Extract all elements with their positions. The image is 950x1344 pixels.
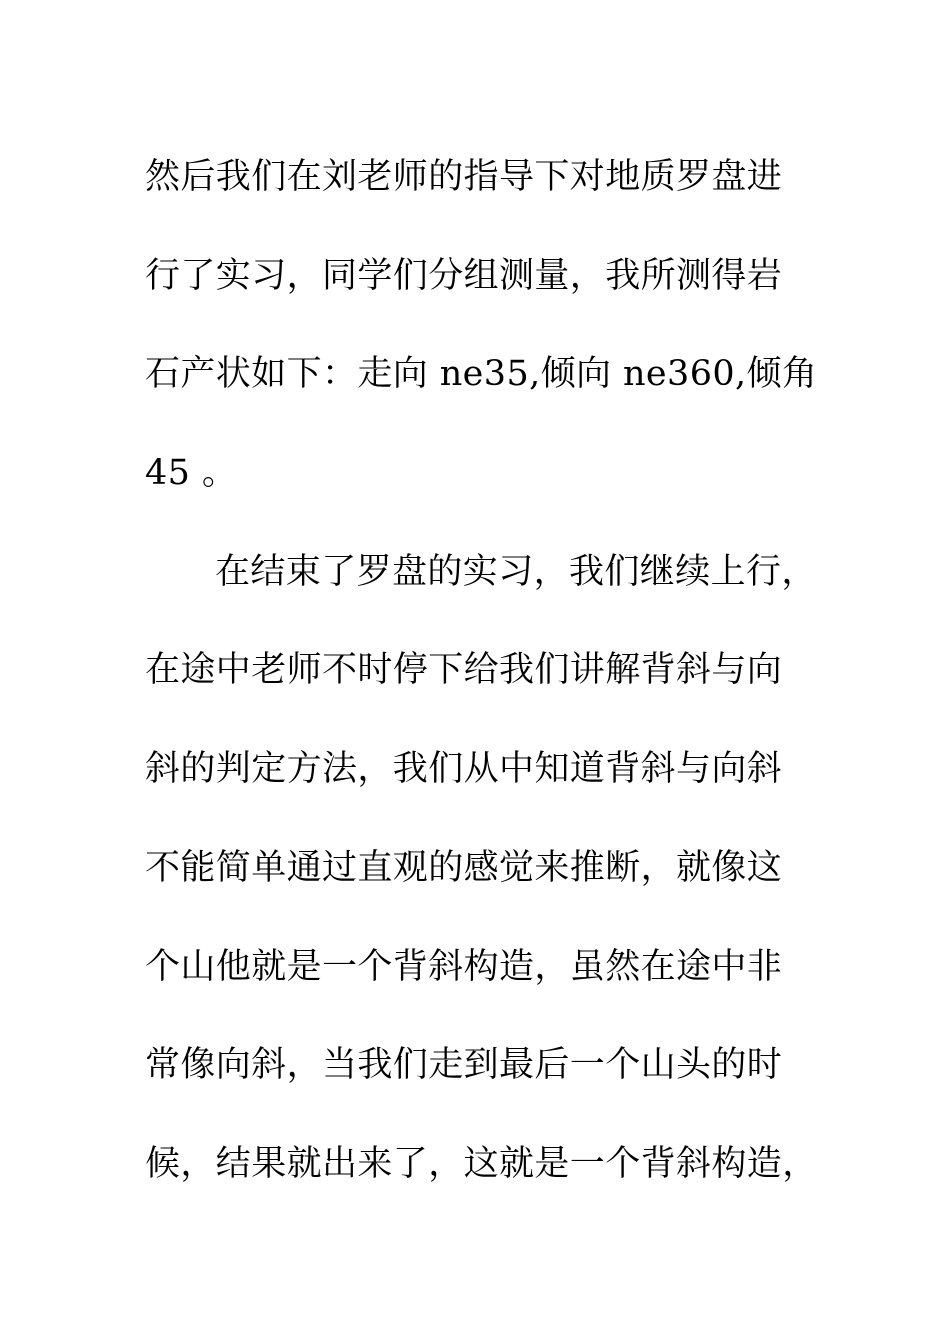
paragraph-start-line: 在结束了罗盘的实习，我们继续上行， (215, 551, 817, 592)
body-text (145, 128, 818, 1214)
text-line: 在途中老师不时停下给我们讲解背斜与向 (145, 650, 783, 691)
text-line: 常像向斜，当我们走到最后一个山头的时 (145, 1045, 783, 1086)
text-line: 行了实习，同学们分组测量，我所测得岩 (145, 255, 783, 296)
text-line: 个山他就是一个背斜构造，虽然在途中非 (145, 946, 783, 987)
text-line: 45 。 (145, 453, 238, 494)
text-line: 斜的判定方法，我们从中知道背斜与向斜 (145, 749, 783, 790)
text-line: 候，结果就出来了，这就是一个背斜构造， (145, 1143, 818, 1184)
text-line: 石产状如下：走向 ne35,倾向 ne360,倾角 (145, 354, 818, 395)
text-line: 不能简单通过直观的感觉来推断，就像这 (145, 847, 783, 888)
text-line: 然后我们在刘老师的指导下对地质罗盘进 (145, 157, 783, 197)
